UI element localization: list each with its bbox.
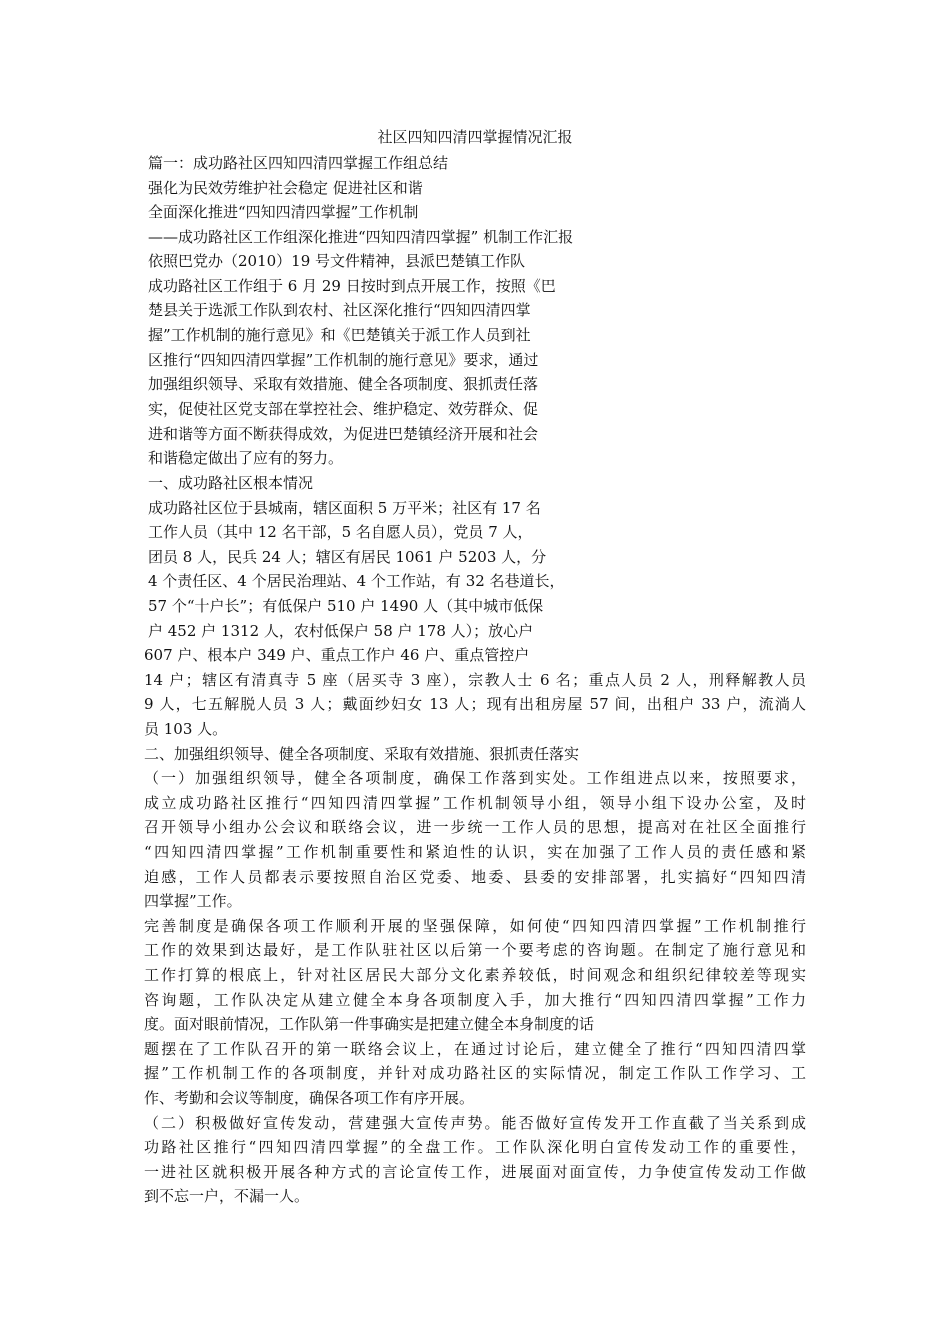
text-line: 题摆在了工作队召开的第一联络会议上，在通过讨论后，建立健全了推行“四知四清四掌 [144, 1040, 806, 1058]
text-line: 进和谐等方面不断获得成效，为促进巴楚镇经济开展和社会 [148, 425, 539, 443]
text-line: 功路社区推行“四知四清四掌握”的全盘工作。工作队深化明白宣传发动工作的重要性， [144, 1138, 806, 1156]
text-line: 加强组织领导、采取有效措施、健全各项制度、狠抓责任落 [148, 375, 539, 393]
text-line: 成功路社区位于县城南，辖区面积 5 万平米；社区有 17 名 [148, 499, 541, 517]
text-line: 区推行“四知四清四掌握”工作机制的施行意见》要求，通过 [148, 351, 539, 369]
text-line: 四掌握”工作。 [144, 892, 242, 910]
text-line: 实，促使社区党支部在掌控社会、维护稳定、效劳群众、促 [148, 400, 539, 418]
text-line: 14 户；辖区有清真寺 5 座（居买寺 3 座），宗教人士 6 名；重点人员 2 人，刑释解教人员 [144, 671, 806, 689]
document-title: 社区四知四清四掌握情况汇报 [377, 128, 573, 146]
text-line: ——成功路社区工作组深化推进“四知四清四掌握” 机制工作汇报 [148, 228, 574, 246]
text-line: 到不忘一户，不漏一人。 [144, 1187, 310, 1205]
text-line: 作、考勤和会议等制度，确保各项工作有序开展。 [144, 1089, 475, 1107]
text-line: 成立成功路社区推行“四知四清四掌握”工作机制领导小组，领导小组下设办公室，及时 [144, 794, 806, 812]
text-line: 成功路社区工作组于 6 月 29 日按时到点开展工作，按照《巴 [148, 277, 556, 295]
text-line: 篇一：成功路社区四知四清四掌握工作组总结 [148, 154, 449, 172]
text-line: 工作的效果到达最好，是工作队驻社区以后第一个要考虑的咨询题。在制定了施行意见和 [144, 941, 806, 959]
text-line: 57 个“十户长”；有低保户 510 户 1490 人（其中城市低保 [148, 597, 544, 615]
text-line: 迫感，工作人员都表示要按照自治区党委、地委、县委的安排部署，扎实搞好“四知四清 [144, 868, 806, 886]
text-line: 握”工作机制的施行意见》和《巴楚镇关于派工作人员到社 [148, 326, 531, 344]
text-line: “四知四清四掌握”工作机制重要性和紧迫性的认识，实在加强了工作人员的责任感和紧 [144, 843, 806, 861]
text-line: （二）积极做好宣传发动，营建强大宣传声势。能否做好宣传发开工作直截了当关系到成 [144, 1114, 806, 1132]
text-line: 握”工作机制工作的各项制度，并针对成功路社区的实际情况，制定工作队工作学习、工 [144, 1064, 806, 1082]
text-line: 9 人，七五解脱人员 3 人；戴面纱妇女 13 人；现有出租房屋 57 间，出租户 33 户，流淌人 [144, 695, 806, 713]
text-line: 全面深化推进“四知四清四掌握”工作机制 [148, 203, 419, 221]
text-line: 户 452 户 1312 人，农村低保户 58 户 178 人）；放心户 [148, 622, 534, 640]
text-line: 依照巴党办（2010）19 号文件精神，县派巴楚镇工作队 [148, 252, 526, 270]
text-line: 员 103 人。 [144, 720, 228, 738]
text-line: 607 户、根本户 349 户、重点工作户 46 户、重点管控户 [144, 646, 530, 664]
text-line: 召开领导小组办公会议和联络会议，进一步统一工作人员的思想，提高对在社区全面推行 [144, 818, 806, 836]
text-line: 咨询题，工作队决定从建立健全本身各项制度入手，加大推行“四知四清四掌握”工作力 [144, 991, 806, 1009]
section-heading: 二、加强组织领导、健全各项制度、采取有效措施、狠抓责任落实 [144, 745, 580, 763]
text-line: 强化为民效劳维护社会稳定 促进社区和谐 [148, 179, 423, 197]
text-line: 4 个责任区、4 个居民治理站、4 个工作站，有 32 名巷道长， [148, 572, 565, 590]
text-line: 工作打算的根底上，针对社区居民大部分文化素养较低，时间观念和组织纪律较差等现实 [144, 966, 806, 984]
text-line: 一进社区就积极开展各种方式的言论宣传工作，进展面对面宣传，力争使宣传发动工作做 [144, 1163, 806, 1181]
text-line: （一）加强组织领导，健全各项制度，确保工作落到实处。工作组进点以来，按照要求， [144, 769, 806, 787]
text-line: 工作人员（其中 12 名干部，5 名自愿人员），党员 7 人， [148, 523, 533, 541]
text-line: 团员 8 人，民兵 24 人；辖区有居民 1061 户 5203 人，分 [148, 548, 547, 566]
section-heading: 一、成功路社区根本情况 [148, 474, 314, 492]
text-line: 楚县关于选派工作队到农村、社区深化推行“四知四清四掌 [148, 301, 531, 319]
text-line: 和谐稳定做出了应有的努力。 [148, 449, 344, 467]
text-line: 度。面对眼前情况，工作队第一件事确实是把建立健全本身制度的话 [144, 1015, 595, 1033]
text-line: 完善制度是确保各项工作顺利开展的坚强保障，如何使“四知四清四掌握”工作机制推行 [144, 917, 806, 935]
